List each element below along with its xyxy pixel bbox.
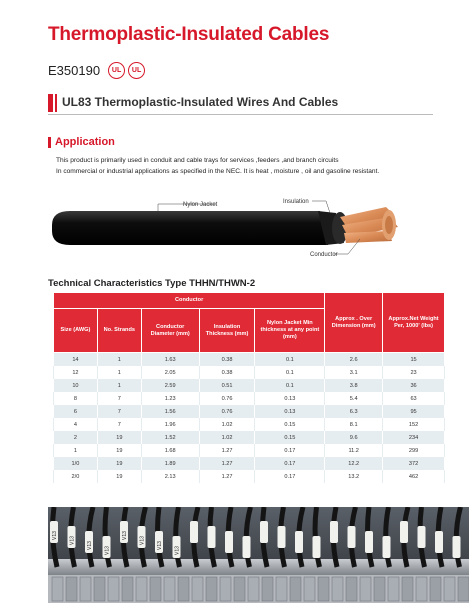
table-cell: 1.68 — [141, 444, 199, 457]
cable-jacket — [52, 211, 328, 245]
table-cell: 0.17 — [255, 444, 325, 457]
heading-marker — [48, 137, 51, 148]
table-cell: 0.17 — [255, 470, 325, 483]
table-cell: 1.27 — [199, 457, 255, 470]
table-cell: 1 — [97, 366, 141, 379]
wire-marker-sleeve — [400, 521, 408, 543]
col-header: No. Strands — [97, 309, 141, 353]
wire-marker-label: V13 — [52, 531, 58, 540]
table-cell: 12.2 — [325, 457, 383, 470]
table-cell: 23 — [383, 366, 445, 379]
table-cell: 0.1 — [255, 379, 325, 392]
wire-marker-sleeve — [418, 526, 426, 548]
cable-installation-photo — [48, 507, 469, 603]
table-cell: 1 — [97, 379, 141, 392]
table-cell: 2.05 — [141, 366, 199, 379]
table-cell: 4 — [54, 418, 98, 431]
wire-marker-sleeve — [383, 536, 391, 558]
table-heading: Technical Characteristics Type THHN/THWN-2 — [48, 278, 256, 289]
wire-marker-sleeve — [453, 536, 461, 558]
table-cell: 0.51 — [199, 379, 255, 392]
table-cell: 299 — [383, 444, 445, 457]
table-cell: 7 — [97, 418, 141, 431]
terminal-block — [444, 577, 455, 601]
table-cell: 9.6 — [325, 431, 383, 444]
wire-marker-sleeve — [278, 526, 286, 548]
terminal-block — [262, 577, 273, 601]
table-cell: 372 — [383, 457, 445, 470]
wire-marker-sleeve — [330, 521, 338, 543]
table-cell: 462 — [383, 470, 445, 483]
col-header: Approx.Net Weight Per, 1000' (lbs) — [383, 293, 445, 353]
table-cell: 1.52 — [141, 431, 199, 444]
col-header: Size (AWG) — [54, 309, 98, 353]
table-cell: 0.13 — [255, 392, 325, 405]
table-cell: 2.13 — [141, 470, 199, 483]
table-cell: 1.63 — [141, 353, 199, 367]
terminal-block — [276, 577, 287, 601]
table-cell: 15 — [383, 353, 445, 367]
ul-cert-logos — [108, 62, 145, 79]
table-cell: 2/0 — [54, 470, 98, 483]
subtitle-bar — [48, 92, 433, 114]
table-cell: 1/0 — [54, 457, 98, 470]
conductor-group-header: Conductor — [54, 293, 325, 309]
terminal-block — [220, 577, 231, 601]
table-cell: 3.8 — [325, 379, 383, 392]
table-row — [54, 470, 445, 483]
table-cell: 19 — [97, 431, 141, 444]
wire-marker-sleeve — [348, 526, 356, 548]
table-cell: 234 — [383, 431, 445, 444]
col-header: Approx . Over Dimension (mm) — [325, 293, 383, 353]
terminal-block — [416, 577, 427, 601]
wire-marker-label: V13 — [69, 536, 76, 545]
terminal-block — [402, 577, 413, 601]
table-row — [54, 379, 445, 392]
application-title: Application — [55, 136, 115, 148]
table-cell: 1.27 — [199, 444, 255, 457]
table-cell: 12 — [54, 366, 98, 379]
table-cell: 95 — [383, 405, 445, 418]
table-cell: 63 — [383, 392, 445, 405]
terminal-block — [388, 577, 399, 601]
page-title: Thermoplastic-Insulated Cables — [48, 24, 330, 45]
wire-marker-sleeve — [313, 536, 321, 558]
table-cell: 3.1 — [325, 366, 383, 379]
table-cell: 7 — [97, 392, 141, 405]
terminal-block — [458, 577, 469, 601]
application-heading — [48, 136, 115, 148]
cable-diagram — [48, 195, 408, 265]
table-cell: 1.23 — [141, 392, 199, 405]
table-cell: 1 — [54, 444, 98, 457]
terminal-block — [304, 577, 315, 601]
terminal-block — [94, 577, 105, 601]
col-header: Insulation Thickness (mm) — [199, 309, 255, 353]
subtitle-marker-thin — [55, 94, 57, 112]
table-cell: 8 — [54, 392, 98, 405]
table-cell: 19 — [97, 470, 141, 483]
terminal-block — [136, 577, 147, 601]
spec-table-body — [54, 353, 445, 484]
table-cell: 0.76 — [199, 405, 255, 418]
terminal-block — [346, 577, 357, 601]
wire-marker-label: V13 — [174, 546, 181, 555]
terminal-block — [122, 577, 133, 601]
terminal-block — [52, 577, 63, 601]
label-insulation: Insulation — [283, 199, 309, 205]
table-cell: 0.38 — [199, 353, 255, 367]
file-code: E350190 — [48, 63, 101, 78]
table-row — [54, 444, 445, 457]
terminal-block — [192, 577, 203, 601]
certification-row — [48, 62, 145, 79]
terminal-block — [234, 577, 245, 601]
wire-marker-sleeve — [208, 526, 216, 548]
terminal-block — [150, 577, 161, 601]
table-cell: 1 — [97, 353, 141, 367]
wire-marker-sleeve — [190, 521, 198, 543]
wire-marker-label: V13 — [139, 536, 146, 545]
table-row — [54, 431, 445, 444]
table-cell: 0.13 — [255, 405, 325, 418]
table-cell: 1.02 — [199, 431, 255, 444]
ul-logo-icon: UL — [108, 62, 125, 79]
table-cell: 0.76 — [199, 392, 255, 405]
label-conductor: Conductor — [310, 252, 338, 258]
table-cell: 2.59 — [141, 379, 199, 392]
terminal-block — [360, 577, 371, 601]
terminal-block — [164, 577, 175, 601]
table-cell: 6.3 — [325, 405, 383, 418]
subtitle: UL83 Thermoplastic-Insulated Wires And Cables — [62, 95, 339, 109]
table-row — [54, 366, 445, 379]
wire-marker-sleeve — [260, 521, 268, 543]
table-cell: 0.17 — [255, 457, 325, 470]
wire-marker-label: V13 — [122, 531, 128, 540]
spec-table — [53, 292, 445, 483]
table-row — [54, 405, 445, 418]
terminal-block — [430, 577, 441, 601]
application-text — [56, 155, 436, 177]
table-cell: 19 — [97, 457, 141, 470]
wire-marker-label: V13 — [104, 546, 111, 555]
table-row — [54, 418, 445, 431]
table-cell: 2 — [54, 431, 98, 444]
terminal-block — [108, 577, 119, 601]
cul-logo-icon: UL — [128, 62, 145, 79]
table-cell: 10 — [54, 379, 98, 392]
table-cell: 1.89 — [141, 457, 199, 470]
col-header: Nylon Jacket Min thickness at any point (mm) — [255, 309, 325, 353]
terminal-block — [332, 577, 343, 601]
table-cell: 6 — [54, 405, 98, 418]
wire-marker-sleeve — [225, 531, 233, 553]
table-cell: 1.27 — [199, 470, 255, 483]
table-cell: 14 — [54, 353, 98, 367]
table-row — [54, 353, 445, 367]
table-cell: 5.4 — [325, 392, 383, 405]
terminal-block — [66, 577, 77, 601]
table-cell: 1.02 — [199, 418, 255, 431]
terminal-block — [178, 577, 189, 601]
table-row — [54, 392, 445, 405]
table-cell: 13.2 — [325, 470, 383, 483]
label-nylon-jacket: Nylon Jacket — [183, 202, 218, 208]
wire-marker-label: V13 — [87, 541, 93, 550]
terminal-block — [318, 577, 329, 601]
table-cell: 0.1 — [255, 353, 325, 367]
table-cell: 7 — [97, 405, 141, 418]
application-line: This product is primarily used in conduit and cable trays for services ,feeders ,and branch circuits — [56, 157, 339, 164]
table-cell: 0.1 — [255, 366, 325, 379]
table-cell: 152 — [383, 418, 445, 431]
table-cell: 11.2 — [325, 444, 383, 457]
table-cell: 2.6 — [325, 353, 383, 367]
application-line: In commercial or industrial applications as specified in the NEC. It is heat , moisture , oil and gasoline resistant. — [56, 168, 380, 175]
terminal-block — [248, 577, 259, 601]
wire-marker-label: V13 — [157, 541, 163, 550]
table-cell: 1.56 — [141, 405, 199, 418]
table-cell: 0.15 — [255, 431, 325, 444]
copper-conductor — [340, 207, 398, 243]
table-cell: 36 — [383, 379, 445, 392]
subtitle-divider — [48, 114, 433, 115]
wire-marker-sleeve — [365, 531, 373, 553]
subtitle-marker — [48, 94, 53, 112]
table-cell: 0.38 — [199, 366, 255, 379]
terminal-block — [374, 577, 385, 601]
table-cell: 19 — [97, 444, 141, 457]
terminal-block — [206, 577, 217, 601]
wire-marker-sleeve — [435, 531, 443, 553]
table-cell: 0.15 — [255, 418, 325, 431]
table-row — [54, 457, 445, 470]
terminal-block — [80, 577, 91, 601]
terminal-block — [290, 577, 301, 601]
table-cell: 8.1 — [325, 418, 383, 431]
wire-marker-sleeve — [295, 531, 303, 553]
col-header: Conductor Diameter (mm) — [141, 309, 199, 353]
table-cell: 1.96 — [141, 418, 199, 431]
leader-insulation-down — [326, 201, 330, 213]
wire-marker-sleeve — [243, 536, 251, 558]
